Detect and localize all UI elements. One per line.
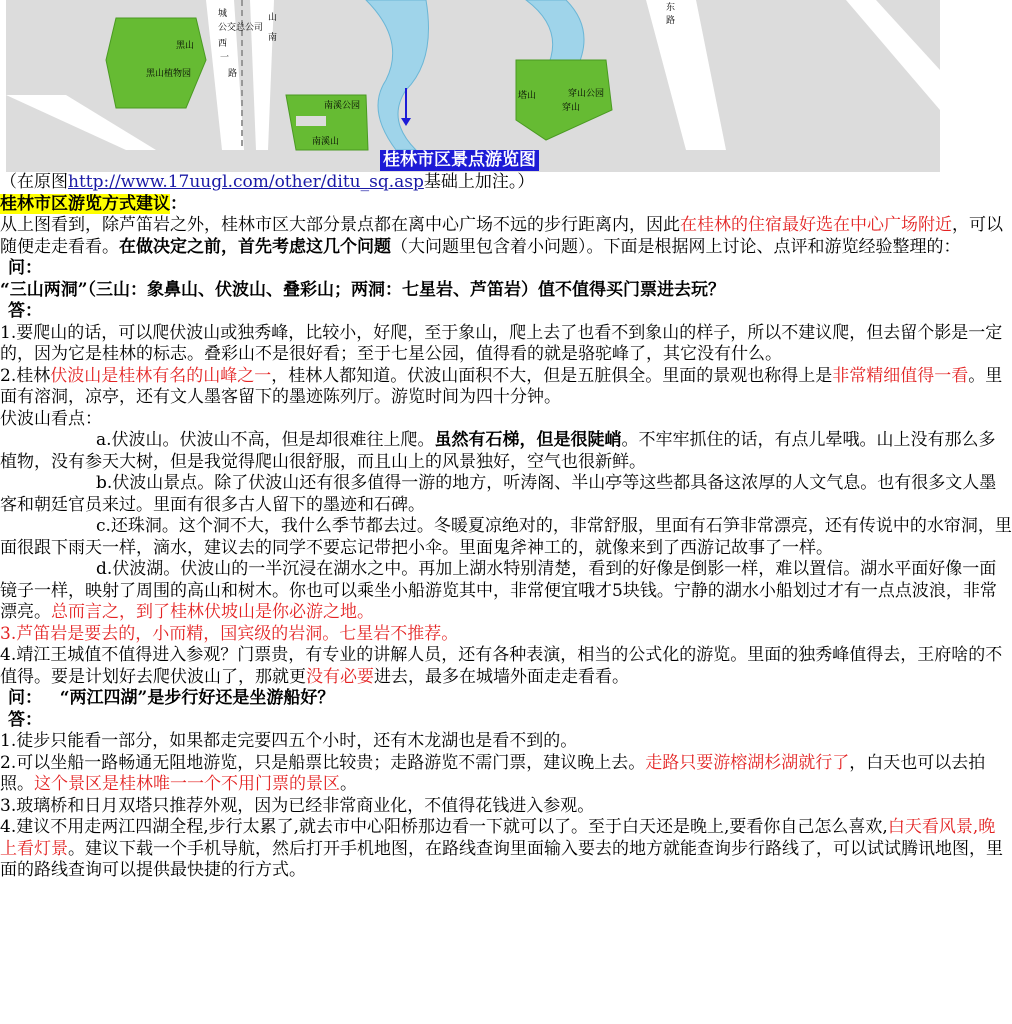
map-label-heishan: 黑山 bbox=[176, 41, 195, 51]
map-label-yi: 一 bbox=[220, 53, 230, 63]
q1-label: 问： bbox=[8, 258, 42, 278]
section-heading: 桂林市区游览方式建议： bbox=[0, 193, 187, 214]
map-graphic bbox=[6, 0, 940, 172]
q2-answer-label: 答： bbox=[8, 709, 42, 730]
map-label-heishan-garden: 黑山植物园 bbox=[146, 69, 192, 79]
source-link[interactable]: http://www.17uugl.com/other/ditu_sq.asp bbox=[68, 172, 424, 192]
map-caption: 桂林市区景点游览图 bbox=[380, 150, 539, 171]
q1-answer-label: 答： bbox=[8, 301, 42, 321]
q1-answer-1: 1.要爬山的话，可以爬伏波山或独秀峰，比较小，好爬，至于象山，爬上去了也看不到象山的样子，所以不建议爬，但去留个影是一定的，因为它是桂林的标志。叠彩山不是很好看；至于七星公园，值得看的就是骆驼峰了，其它没有什么。 bbox=[0, 322, 1003, 364]
heading-highlight: 桂林市区游览方式建议 bbox=[0, 193, 170, 214]
q2-answer-4: 4.建议不用走两江四湖全程,步行太累了,就去市中心阳桥那边看一下就可以了。至于白天还是晚上,要看你自己怎么喜欢,白天看风景,晚上看灯景。建议下载一个手机导航，然后打开手机地图，在路线查询里面输入要去的地方就能查询步行路线了，可以试试腾讯地图，里面的路线查询可以提供最快捷的行方式。 bbox=[0, 817, 1003, 880]
map-label-cheng: 城 bbox=[218, 9, 228, 19]
map-image bbox=[6, 0, 940, 172]
point-a: a.伏波山。伏波山不高，但是却很难往上爬。虽然有石梯，但是很陡峭。不牢牢抓住的话，有点儿晕哦。山上没有那么多植物，没有参天大树，但是我觉得爬山很舒服，而且山上的风景独好，空气也很新鲜。 bbox=[0, 430, 996, 472]
map-label-shan: 山 bbox=[268, 13, 278, 23]
map-label-gongjiao: 公交总公司 bbox=[218, 23, 264, 33]
q1-answer-4: 4.靖江王城值不值得进入参观？门票贵，有专业的讲解人员，还有各种表演，相当的公式化的游览。里面的独秀峰值得去，王府啥的不值得。要是计划好去爬伏波山了，那就更没有必要进去，最多在城墙外面走走看看。 bbox=[0, 645, 1003, 687]
map-label-chuanshan: 穿山 bbox=[562, 103, 581, 113]
q2-answer-2: 2.可以坐船一路畅通无阻地游览，只是船票比较贵；走路游览不需门票，建议晚上去。走路只要游榕湖杉湖就行了，白天也可以去拍照。这个景区是桂林唯一一个不用门票的景区。 bbox=[0, 752, 986, 794]
map-label-nanxi-shan: 南溪山 bbox=[312, 137, 340, 147]
map-label-nanxi-park: 南溪公园 bbox=[324, 101, 361, 111]
source-note: （在原图http://www.17uugl.com/other/ditu_sq.asp基础上加注。） bbox=[0, 172, 535, 192]
q2-answer-3: 3.玻璃桥和日月双塔只推荐外观，因为已经非常商业化，不值得花钱进入参观。 bbox=[0, 795, 595, 816]
map-label-xi: 西 bbox=[218, 39, 228, 49]
q2-answer-1: 1.徒步只能看一部分，如果都走完要四五个小时，还有木龙湖也是看不到的。 bbox=[0, 731, 578, 751]
q1-question: “三山两洞”（三山：象鼻山、伏波山、叠彩山；两洞：七星岩、芦笛岩）值不值得买门票进去玩？ bbox=[0, 279, 726, 300]
q2-question-line: 问： “两江四湖”是步行好还是坐游船好？ bbox=[8, 688, 335, 708]
map-label-east-road: 东 路 bbox=[666, 3, 676, 26]
map-label-tashan: 塔山 bbox=[518, 91, 537, 101]
intro-paragraph: 从上图看到，除芦笛岩之外，桂林市区大部分景点都在离中心广场不远的步行距离内，因此在桂林的住宿最好选在中心广场附近，可以随便走走看看。在做决定之前，首先考虑这几个问题（大问题里包含着小问题）。下面是根据网上讨论、点评和游览经验整理的： bbox=[0, 215, 1003, 257]
point-d: d.伏波湖。伏波山的一半沉浸在湖水之中。再加上湖水特别清楚，看到的好像是倒影一样，难以置信。湖水平面好像一面镜子一样，映射了周围的高山和树木。你也可以乘坐小船游览其中，非常便宜哦才5块钱。宁静的湖水小船划过才有一点点波浪，非常漂亮。总而言之，到了桂林伏坡山是你必游之地。 bbox=[0, 559, 997, 622]
q1-answer-2-points: 伏波山看点： bbox=[0, 408, 102, 429]
q1-answer-3: 3.芦笛岩是要去的，小而精，国宾级的岩洞。七星岩不推荐。 bbox=[0, 623, 459, 644]
map-label-lu: 路 bbox=[228, 69, 238, 79]
article-body bbox=[0, 172, 1012, 882]
point-b: b.伏波山景点。除了伏波山还有很多值得一游的地方，听涛阁、半山亭等这些都具备这浓厚的人文气息。也有很多文人墨客和朝廷官员来过。里面有很多古人留下的墨迹和石碑。 bbox=[0, 473, 997, 515]
map-label-chuanshan-park: 穿山公园 bbox=[568, 89, 605, 99]
map-label-nan: 南 bbox=[268, 33, 278, 43]
q1-answer-2: 2.桂林伏波山是桂林有名的山峰之一，桂林人都知道。伏波山面积不大，但是五脏俱全。里面的景观也称得上是非常精细值得一看。里面有溶洞，凉亭，还有文人墨客留下的墨迹陈列厅。游览时间为四十分钟。 bbox=[0, 365, 1003, 407]
point-c: c.还珠洞。这个洞不大，我什么季节都去过。冬暖夏凉绝对的，非常舒服，里面有石笋非常漂亮，还有传说中的水帘洞，里面很跟下雨天一样，滴水，建议去的同学不要忘记带把小伞。里面鬼斧神工的，就像来到了西游记故事了一样。 bbox=[0, 516, 1012, 558]
